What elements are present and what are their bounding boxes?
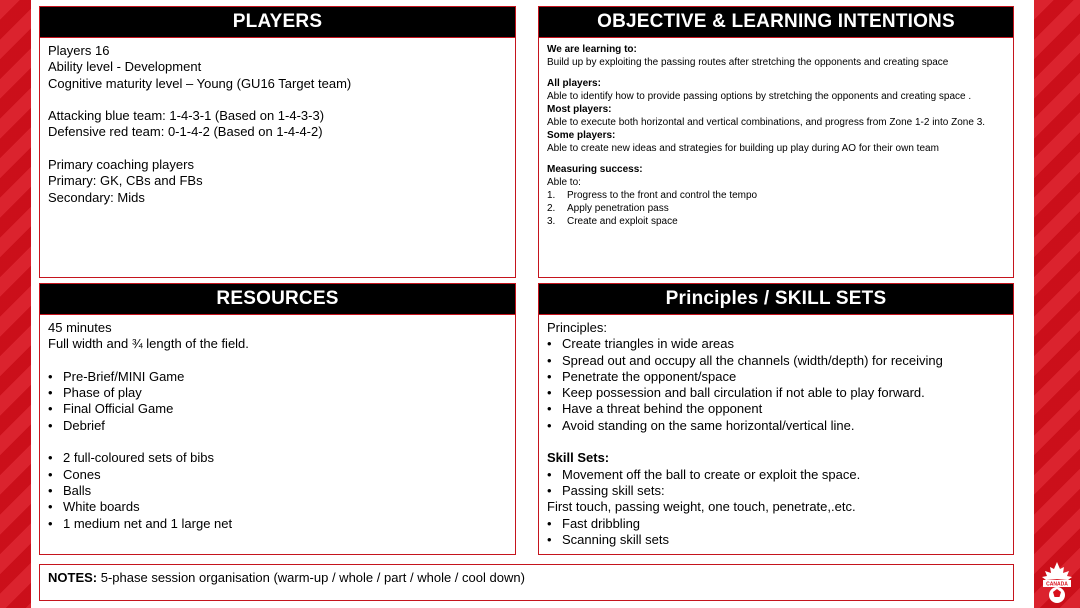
players-title: PLAYERS bbox=[40, 7, 515, 38]
objective-body bbox=[539, 38, 1013, 233]
skill-sets-label: Skill Sets: bbox=[547, 450, 610, 466]
skill-item bbox=[547, 483, 1005, 499]
bullet-icon bbox=[48, 385, 63, 401]
spacer bbox=[48, 434, 507, 450]
learning-text: Build up by exploiting the passing routes after stretching the opponents and creating space bbox=[547, 57, 949, 68]
players-line: Defensive red team: 0-1-4-2 (Based on 1-4-4-2) bbox=[48, 124, 323, 140]
bullet-icon bbox=[48, 369, 63, 385]
bullet-icon bbox=[48, 516, 63, 532]
equipment-item bbox=[48, 467, 507, 483]
equipment-item bbox=[48, 499, 507, 515]
players-line: Primary coaching players bbox=[48, 157, 194, 173]
principle-item bbox=[547, 401, 1005, 417]
resources-body bbox=[40, 315, 515, 537]
spacer bbox=[547, 434, 1005, 450]
resources-title: RESOURCES bbox=[40, 284, 515, 315]
spacer bbox=[48, 92, 507, 108]
principles-title: Principles / SKILL SETS bbox=[539, 284, 1013, 315]
equipment-label: 1 medium net and 1 large net bbox=[63, 515, 233, 531]
players-line: Attacking blue team: 1-4-3-1 (Based on 1-4-3-3) bbox=[48, 108, 325, 124]
principle-text: Avoid standing on the same horizontal/vertical line. bbox=[562, 417, 855, 433]
players-line: Secondary: Mids bbox=[48, 189, 145, 205]
item-number: 1. bbox=[547, 190, 556, 201]
bullet-icon bbox=[48, 401, 63, 417]
measuring-item bbox=[547, 189, 1005, 202]
measuring-intro: Able to: bbox=[547, 177, 581, 188]
principle-text: Create triangles in wide areas bbox=[562, 336, 734, 352]
field-text: Full width and ¾ length of the field. bbox=[48, 336, 249, 352]
bullet-icon bbox=[547, 353, 562, 369]
some-players-heading: Some players: bbox=[547, 130, 616, 141]
objective-panel bbox=[538, 6, 1014, 278]
bullet-icon bbox=[48, 499, 63, 515]
equipment-item bbox=[48, 483, 507, 499]
bullet-icon bbox=[547, 336, 562, 352]
principle-item bbox=[547, 369, 1005, 385]
item-text: Progress to the front and control the tempo bbox=[567, 190, 758, 201]
players-line: Players 16 bbox=[48, 43, 110, 58]
bullet-icon bbox=[48, 450, 63, 466]
equipment-label: Balls bbox=[63, 482, 92, 498]
skill-item bbox=[547, 532, 1005, 548]
spacer bbox=[48, 141, 507, 157]
phase-label: Final Official Game bbox=[63, 401, 174, 417]
bullet-icon: • bbox=[547, 515, 552, 531]
equipment-label: Cones bbox=[63, 466, 101, 482]
principle-text: Have a threat behind the opponent bbox=[562, 401, 763, 417]
notes-label: NOTES: bbox=[48, 570, 98, 585]
phase-label: Phase of play bbox=[63, 385, 142, 401]
right-red-border bbox=[1034, 0, 1080, 608]
principles-panel bbox=[538, 283, 1014, 555]
principle-text: Penetrate the opponent/space bbox=[562, 368, 737, 384]
canada-soccer-logo-icon bbox=[1038, 560, 1076, 604]
resources-panel bbox=[39, 283, 516, 555]
most-players-text: Able to execute both horizontal and vertical combinations, and progress from Zone 1-2 into Zone 3. bbox=[547, 117, 986, 128]
objective-title: OBJECTIVE & LEARNING INTENTIONS bbox=[539, 7, 1013, 38]
phase-item bbox=[48, 401, 507, 417]
phase-item bbox=[48, 418, 507, 434]
principle-item bbox=[547, 418, 1005, 434]
spacer bbox=[547, 69, 1005, 77]
all-players-heading: All players: bbox=[547, 78, 601, 89]
bullet-icon bbox=[547, 369, 562, 385]
principles-body bbox=[539, 315, 1013, 553]
equipment-label: White boards bbox=[63, 499, 140, 515]
all-players-text: Able to identify how to provide passing options by stretching the opponents and creating space . bbox=[547, 91, 972, 102]
item-text: Create and exploit space bbox=[567, 216, 678, 227]
learning-heading: We are learning to: bbox=[547, 44, 637, 55]
most-players-heading: Most players: bbox=[547, 104, 612, 115]
skill-text: Movement off the ball to create or exploit the space. bbox=[562, 466, 861, 482]
measuring-item bbox=[547, 215, 1005, 228]
spacer bbox=[547, 155, 1005, 163]
players-line: Cognitive maturity level – Young (GU16 Target team) bbox=[48, 75, 352, 91]
item-text: Apply penetration pass bbox=[567, 203, 669, 214]
phase-label: Debrief bbox=[63, 417, 105, 433]
notes-text: 5-phase session organisation (warm-up / whole / part / whole / cool down) bbox=[97, 570, 525, 585]
item-number: 2. bbox=[547, 203, 556, 214]
some-players-text: Able to create new ideas and strategies for building up play during AO for their own team bbox=[547, 143, 939, 154]
bullet-icon bbox=[547, 418, 562, 434]
principle-text: Spread out and occupy all the channels (width/depth) for receiving bbox=[562, 352, 943, 368]
notes-body bbox=[40, 565, 1013, 591]
skill-text: Passing skill sets: bbox=[562, 482, 665, 498]
phase-item bbox=[48, 369, 507, 385]
principles-label: Principles: bbox=[547, 320, 607, 335]
equipment-item bbox=[48, 450, 507, 466]
bullet-icon: • bbox=[547, 466, 552, 482]
skill-item bbox=[547, 467, 1005, 483]
players-body bbox=[40, 38, 515, 211]
players-line: Ability level - Development bbox=[48, 59, 202, 75]
duration-text: 45 minutes bbox=[48, 320, 112, 335]
principle-item bbox=[547, 353, 1005, 369]
players-panel bbox=[39, 6, 516, 278]
phase-label: Pre-Brief/MINI Game bbox=[63, 368, 185, 384]
bullet-icon bbox=[547, 401, 562, 417]
skill-item bbox=[547, 516, 1005, 532]
phase-item bbox=[48, 385, 507, 401]
measuring-item bbox=[547, 202, 1005, 215]
principle-item bbox=[547, 385, 1005, 401]
bullet-icon bbox=[547, 385, 562, 401]
skill-text: Scanning skill sets bbox=[562, 531, 669, 547]
logo-text: CANADA bbox=[1046, 581, 1068, 588]
bullet-icon bbox=[48, 483, 63, 499]
item-number: 3. bbox=[547, 216, 556, 227]
bullet-icon: • bbox=[547, 531, 552, 547]
measuring-heading: Measuring success: bbox=[547, 164, 643, 175]
spacer bbox=[48, 353, 507, 369]
principle-item bbox=[547, 336, 1005, 352]
players-line: Primary: GK, CBs and FBs bbox=[48, 173, 203, 189]
principle-text: Keep possession and ball circulation if not able to play forward. bbox=[562, 385, 925, 401]
bullet-icon: • bbox=[547, 482, 552, 498]
bullet-icon bbox=[48, 467, 63, 483]
equipment-item bbox=[48, 516, 507, 532]
skill-text: Fast dribbling bbox=[562, 515, 641, 531]
bullet-icon bbox=[48, 418, 63, 434]
notes-panel bbox=[39, 564, 1014, 601]
equipment-label: 2 full-coloured sets of bibs bbox=[63, 450, 215, 466]
skill-detail: First touch, passing weight, one touch, penetrate,.etc. bbox=[547, 499, 856, 515]
